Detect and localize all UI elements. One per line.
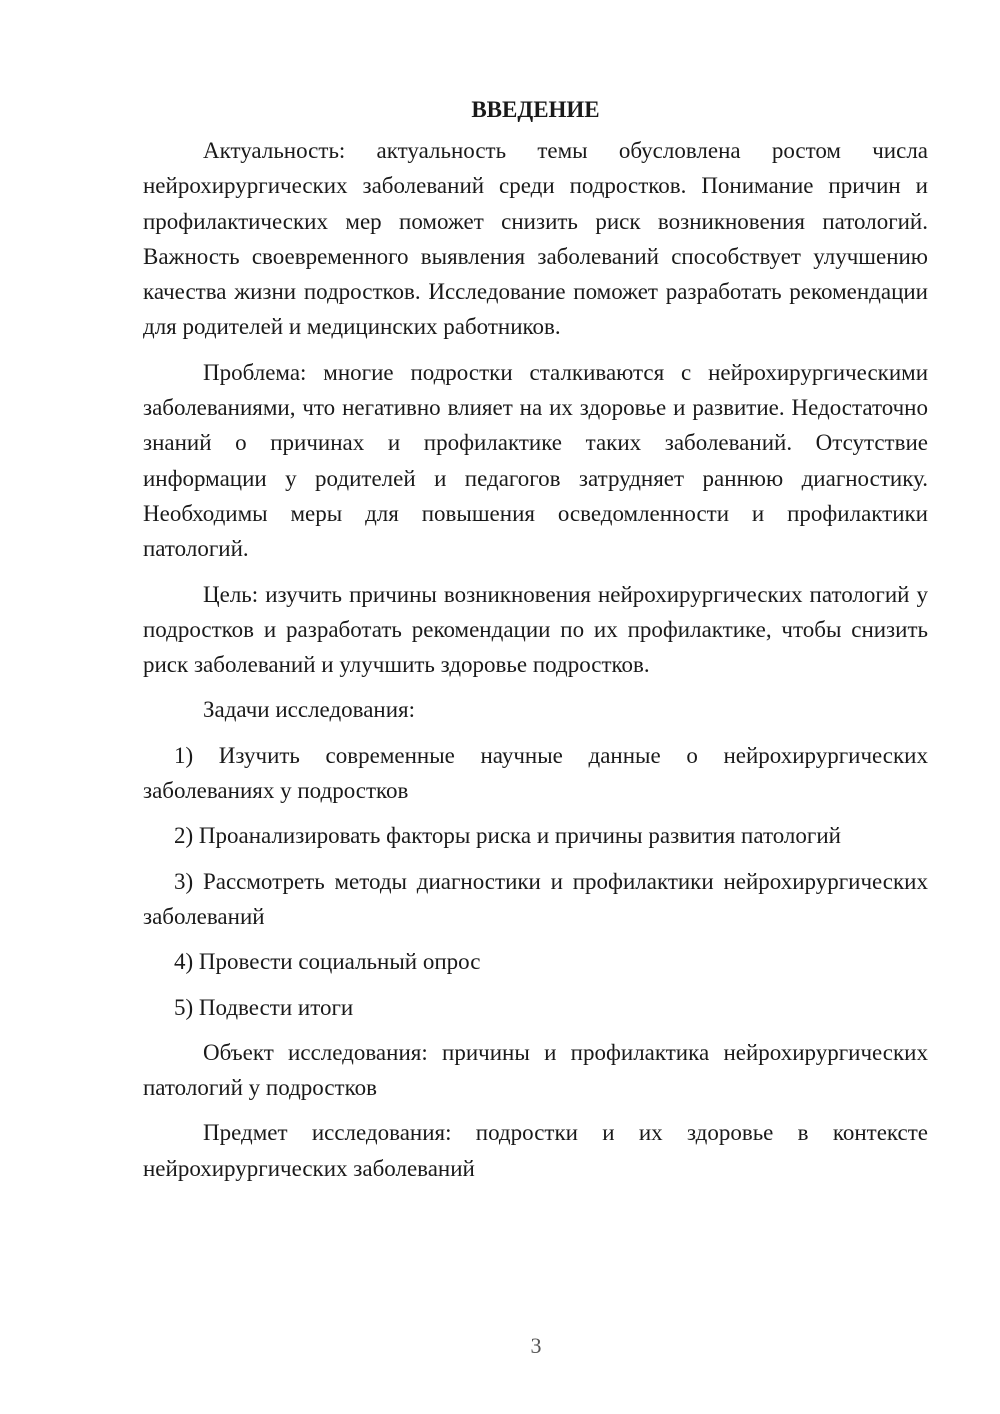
relevance-paragraph: Актуальность: актуальность темы обусловлена ростом числа нейрохирургических заболеваний среди подростков. Понимание причин и профилактических мер поможет снизить риск возникновения патологий. Важность своевременного выявления заболеваний способствует улучшению качества жизни подростков. Исследование поможет разработать рекомендации для родителей и медицинских работников. [143, 138, 928, 340]
task-item-5: 5) Подвести итоги [174, 994, 354, 1020]
subject-paragraph: Предмет исследования: подростки и их здоровье в контексте нейрохирургических заболеваний [143, 1120, 928, 1181]
page-title: ВВЕДЕНИЕ [471, 97, 600, 122]
page-number: 3 [530, 1333, 542, 1358]
tasks-title: Задачи исследования: [203, 697, 416, 723]
task-item-1: 1) Изучить современные научные данные о нейрохирургических заболеваниях у подростков [143, 742, 928, 804]
task-item-3: 3) Рассмотреть методы диагностики и профилактики нейрохирургических заболеваний [143, 868, 928, 929]
task-item-2: 2) Проанализировать факторы риска и причины развития патологий [174, 823, 841, 849]
goal-paragraph: Цель: изучить причины возникновения нейрохирургических патологий у подростков и разработать рекомендации по их профилактике, чтобы снизить риск заболеваний и улучшить здоровье подростков. [143, 581, 928, 678]
page-content [143, 92, 928, 1196]
task-item-4: 4) Провести социальный опрос [174, 949, 481, 975]
problem-paragraph: Проблема: многие подростки сталкиваются с нейрохирургическими заболеваниями, что негативно влияет на их здоровье и развитие. Недостаточно знаний о причинах и профилактике таких заболеваний. Отсутствие информации у родителей и педагогов затрудняет раннюю диагностику. Необходимы меры для повышения осведомленности и профилактики патологий. [143, 359, 928, 562]
object-paragraph: Объект исследования: причины и профилактика нейрохирургических патологий у подростков [143, 1039, 928, 1101]
